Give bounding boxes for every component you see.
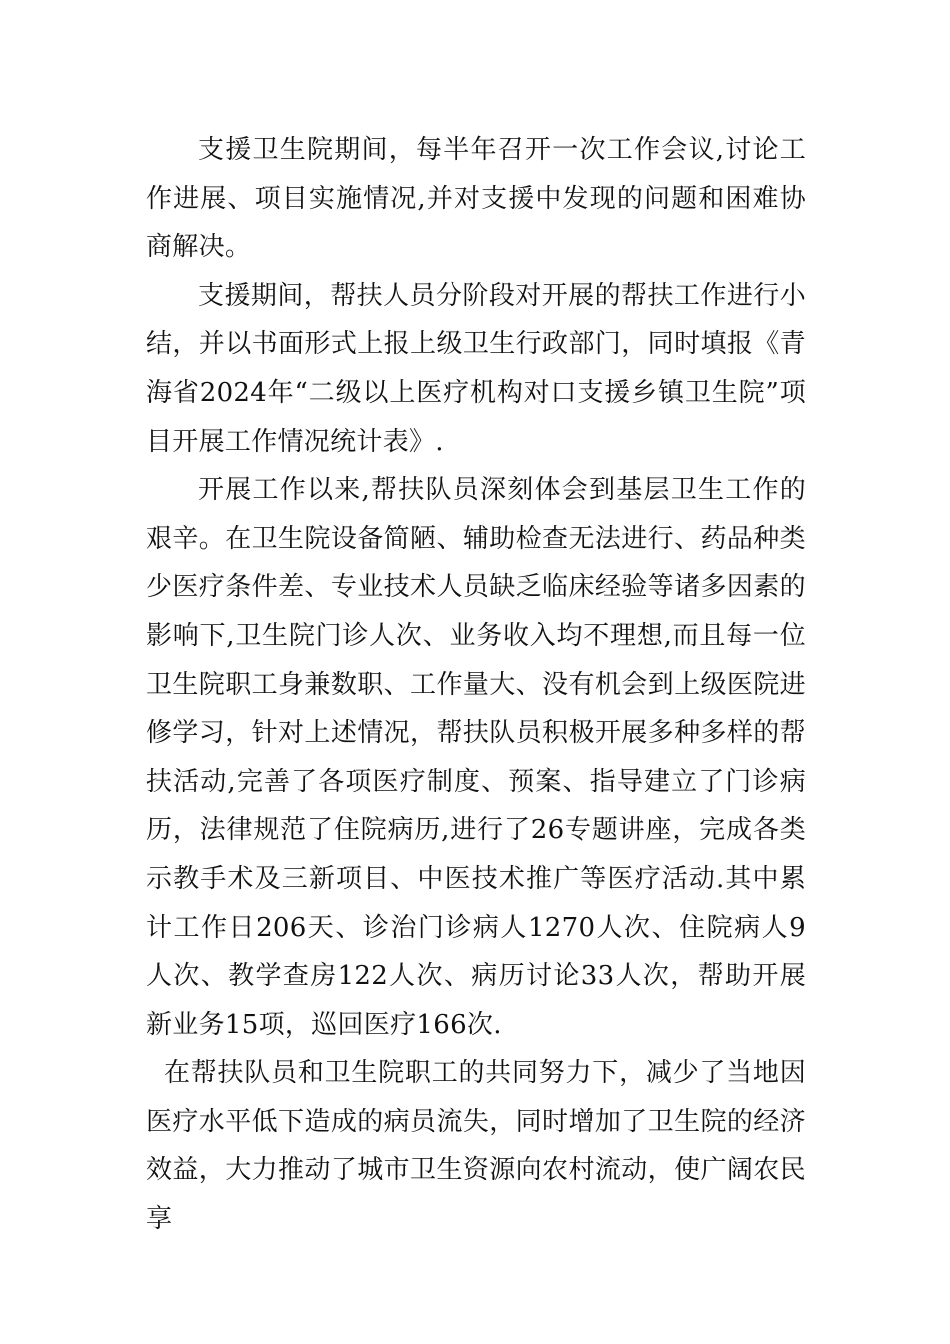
paragraph-reporting: 支援期间，帮扶人员分阶段对开展的帮扶工作进行小结，并以书面形式上报上级卫生行政部门，同时填报《青海省2024年“二级以上医疗机构对口支援乡镇卫生院”项目开展工作情况统计表》. xyxy=(146,280,806,457)
paragraph-outcomes: 在帮扶队员和卫生院职工的共同努力下，减少了当地因医疗水平低下造成的病员流失，同时增加了卫生院的经济效益，大力推动了城市卫生资源向农村流动，使广阔农民享 xyxy=(146,1058,806,1235)
paragraph-work-summary: 开展工作以来,帮扶队员深刻体会到基层卫生工作的艰辛。在卫生院设备简陋、辅助检查无法进行、药品种类少医疗条件差、专业技术人员缺乏临床经验等诸多因素的影响下,卫生院门诊人次、业务收入均不理想,而且每一位卫生院职工身兼数职、工作量大、没有机会到上级医院进修学习，针对上述情况，帮扶队员积极开展多种多样的帮扶活动,完善了各项医疗制度、预案、指导建立了门诊病历，法律规范了住院病历,进行了26专题讲座，完成各类示教手术及三新项目、中医技术推广等医疗活动.其中累计工作日206天、诊治门诊病人1270人次、住院病人9人次、教学查房122人次、病历讨论33人次，帮助开展新业务15项，巡回医疗166次. xyxy=(146,475,806,1040)
paragraph-meetings: 支援卫生院期间，每半年召开一次工作会议,讨论工作进展、项目实施情况,并对支援中发现的问题和困难协商解决。 xyxy=(146,135,806,263)
document-body xyxy=(146,126,806,1244)
